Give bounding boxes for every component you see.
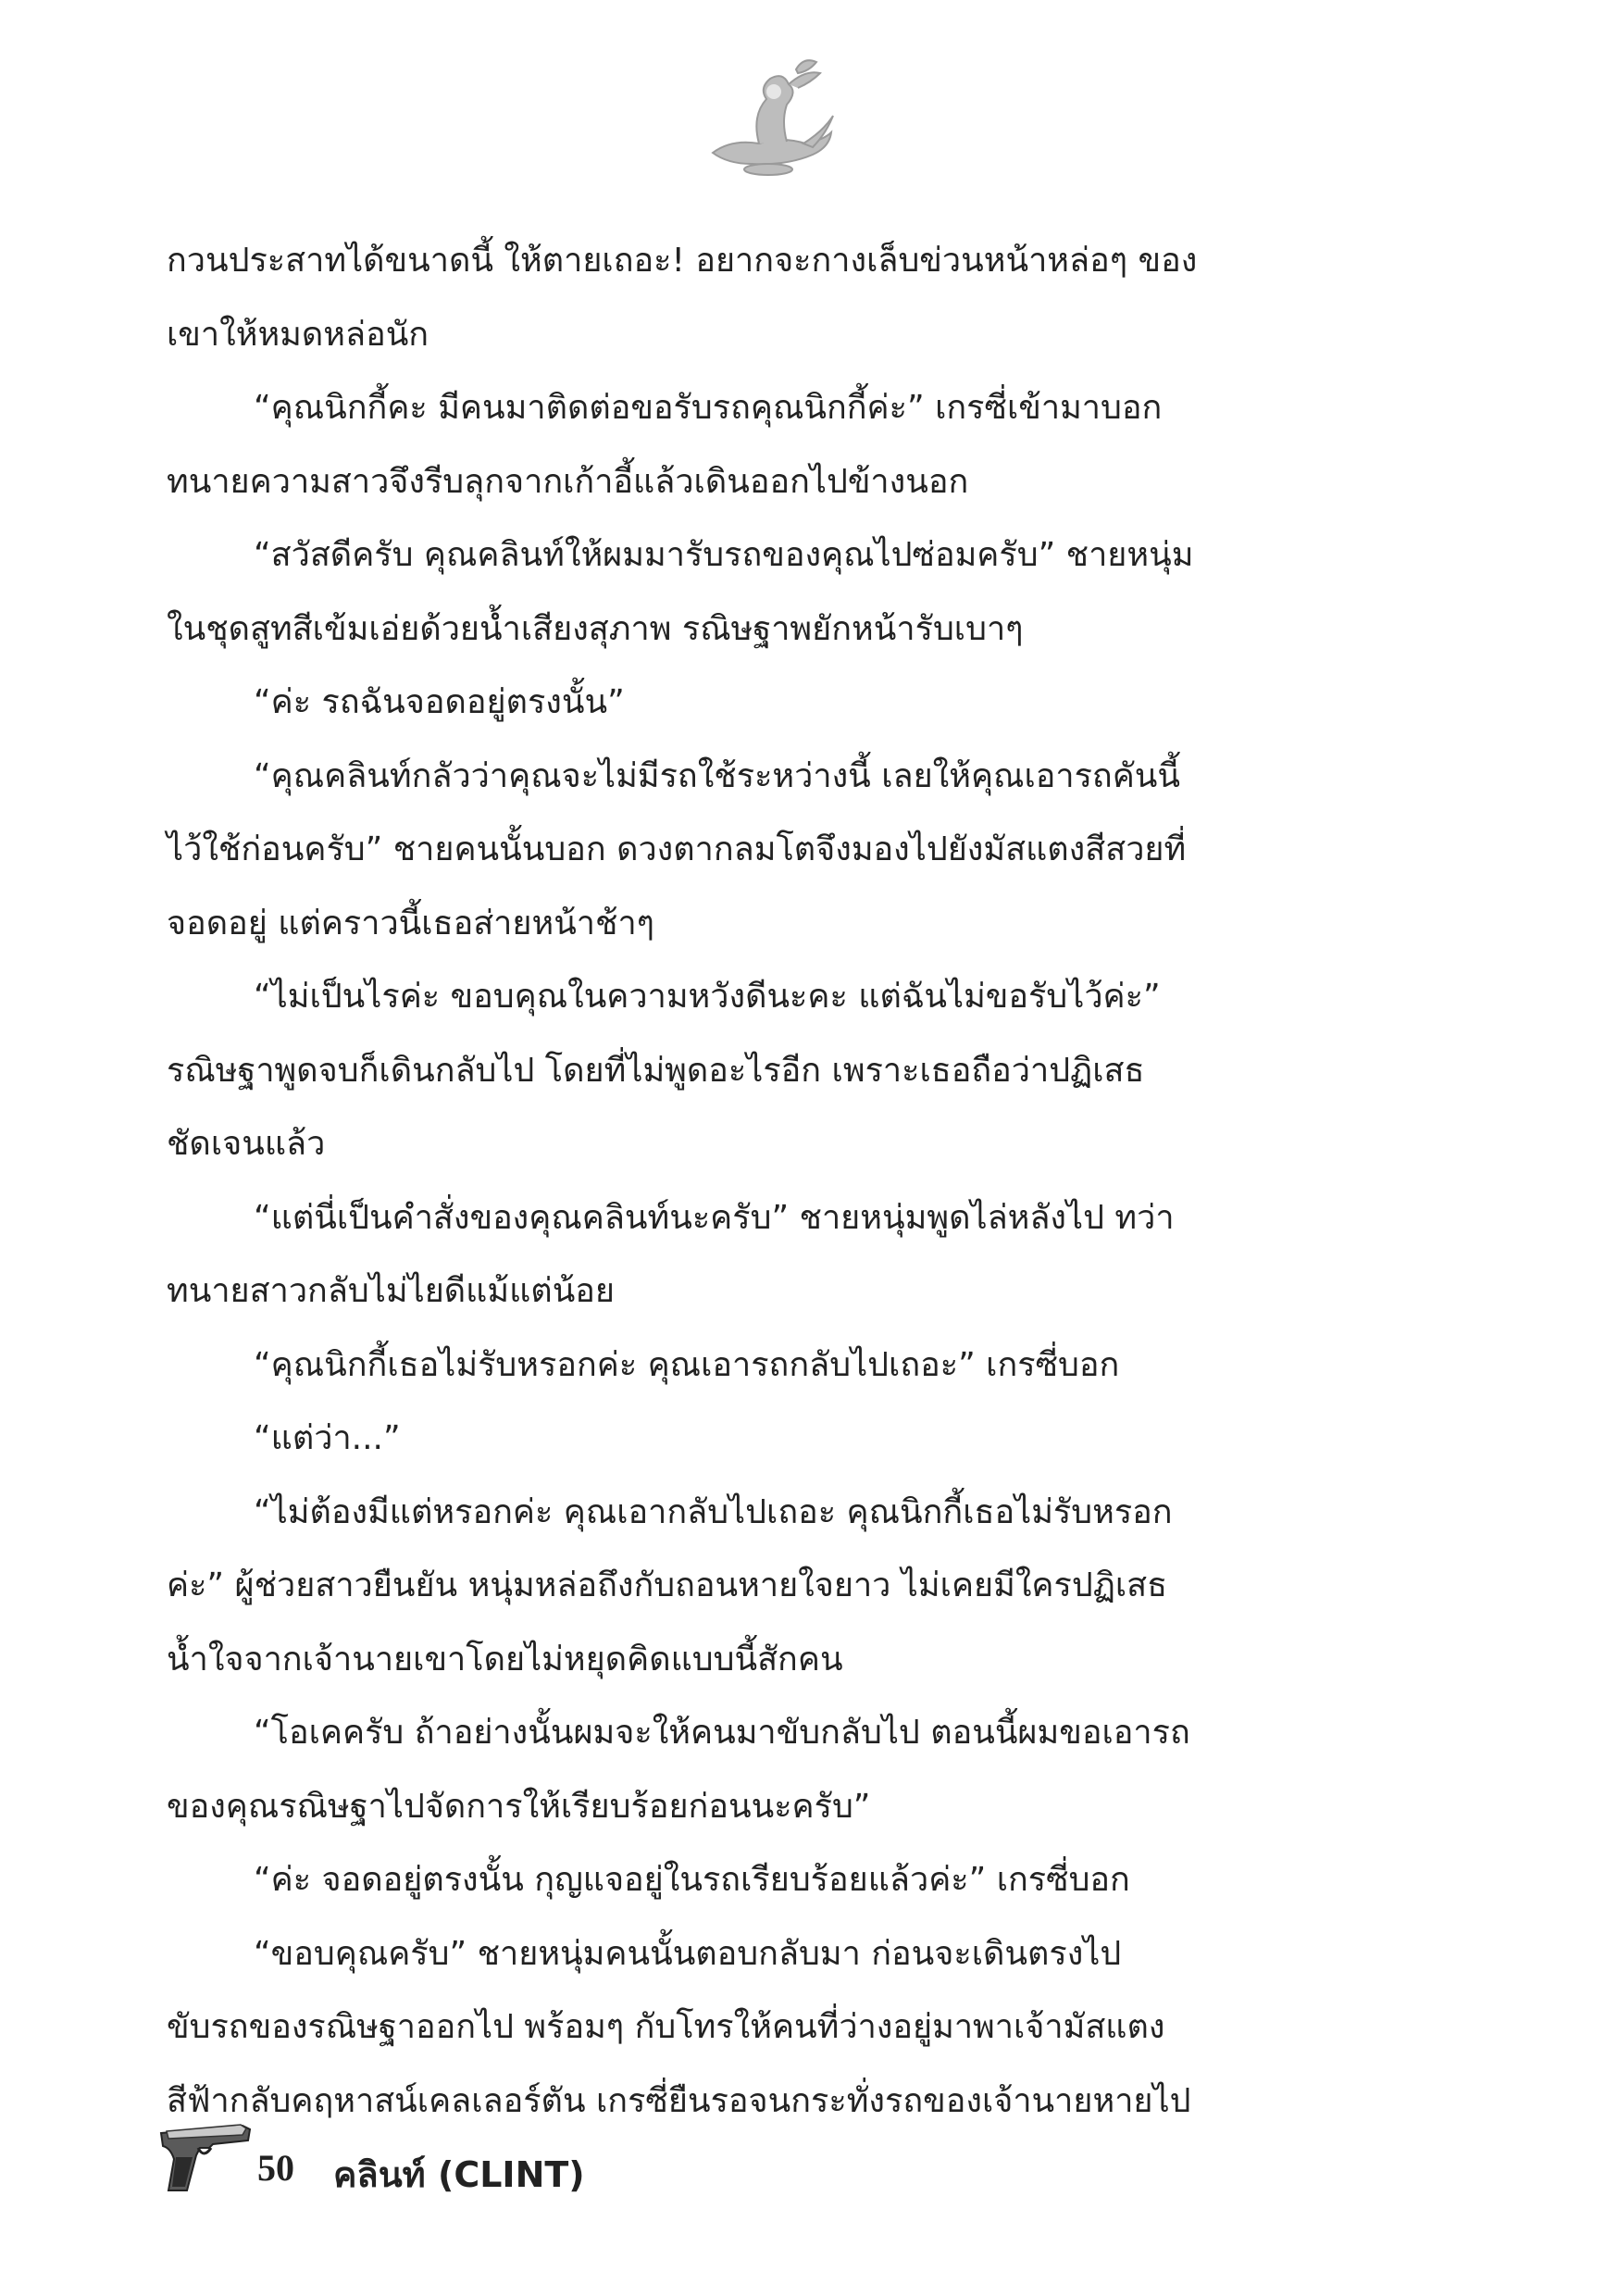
text-line: กวนประสาทได้ขนาดนี้ ให้ตายเถอะ! อยากจะกางเล็บข่วนหน้าหล่อๆ ของ <box>167 242 1198 280</box>
text-line: รณิษฐาพูดจบก็เดินกลับไป โดยที่ไม่พูดอะไรอีก เพราะเธอถือว่าปฏิเสธ <box>167 1051 1145 1090</box>
text-line: ชัดเจนแล้ว <box>167 1125 326 1163</box>
running-title: คลินท์ (CLINT) <box>333 2154 585 2195</box>
text-line: ขับรถของรณิษฐาออกไป พร้อมๆ กับโทรให้คนที่ว่างอยู่มาพาเจ้ามัสแตง <box>167 2008 1165 2046</box>
text-line: สีฟ้ากลับคฤหาสน์เคลเลอร์ตัน เกรซี่ยืนรอจนกระทั่งรถของเจ้านายหายไป <box>167 2081 1191 2120</box>
text-line: “ไม่ต้องมีแต่หรอกค่ะ คุณเอากลับไปเถอะ คุณนิกกี้เธอไม่รับหรอก <box>254 1492 1173 1531</box>
text-line: ไว้ใช้ก่อนครับ” ชายคนนั้นบอก ดวงตากลมโตจึงมองไปยังมัสแตงสีสวยที่ <box>167 830 1187 868</box>
text-line: “โอเคครับ ถ้าอย่างนั้นผมจะให้คนมาขับกลับไป ตอนนี้ผมขอเอารถ <box>254 1714 1190 1752</box>
text-line: “ขอบคุณครับ” ชายหนุ่มคนนั้นตอบกลับมา ก่อนจะเดินตรงไป <box>254 1934 1122 1973</box>
text-line: “สวัสดีครับ คุณคลินท์ให้ผมมารับรถของคุณไปซ่อมครับ” ชายหนุ่ม <box>254 536 1194 574</box>
text-line: “ไม่เป็นไรค่ะ ขอบคุณในความหวังดีนะคะ แต่ฉันไม่ขอรับไว้ค่ะ” <box>254 978 1161 1016</box>
text-line: “แต่ว่า...” <box>254 1419 401 1457</box>
text-line: ทนายสาวกลับไม่ไยดีแม้แต่น้อย <box>167 1272 616 1310</box>
text-line: “คุณนิกกี้คะ มีคนมาติดต่อขอรับรถคุณนิกกี้ค่ะ” เกรซี่เข้ามาบอก <box>254 389 1163 427</box>
text-line: ในชุดสูทสีเข้มเอ่ยด้วยน้ำเสียงสุภาพ รณิษฐาพยักหน้ารับเบาๆ <box>167 609 1024 648</box>
genie-lamp-ornament-icon <box>694 51 842 181</box>
text-line: “แต่นี่เป็นคำสั่งของคุณคลินท์นะครับ” ชายหนุ่มพูดไล่หลังไป ทว่า <box>254 1198 1175 1237</box>
text-line: “คุณคลินท์กลัวว่าคุณจะไม่มีรถใช้ระหว่างนี้ เลยให้คุณเอารถคันนี้ <box>254 756 1181 795</box>
text-line: จอดอยู่ แต่คราวนี้เธอส่ายหน้าช้าๆ <box>167 904 655 942</box>
pistol-icon <box>157 2120 259 2194</box>
text-line: น้ำใจจากเจ้านายเขาโดยไม่หยุดคิดแบบนี้สักคน <box>167 1640 843 1678</box>
text-line: “ค่ะ รถฉันจอดอยู่ตรงนั้น” <box>254 683 625 721</box>
chapter-body-text <box>167 224 1370 2138</box>
text-line: เขาให้หมดหล่อนัก <box>167 315 429 354</box>
text-line: ค่ะ” ผู้ช่วยสาวยืนยัน หนุ่มหล่อถึงกับถอนหายใจยาว ไม่เคยมีใครปฏิเสธ <box>167 1566 1168 1604</box>
text-line: ทนายความสาวจึงรีบลุกจากเก้าอี้แล้วเดินออกไปข้างนอก <box>167 462 969 501</box>
text-line: ของคุณรณิษฐาไปจัดการให้เรียบร้อยก่อนนะครับ” <box>167 1787 871 1826</box>
text-line: “คุณนิกกี้เธอไม่รับหรอกค่ะ คุณเอารถกลับไปเถอะ” เกรซี่บอก <box>254 1345 1120 1384</box>
page-footer <box>157 2120 805 2194</box>
page-number: 50 <box>257 2147 294 2189</box>
text-line: “ค่ะ จอดอยู่ตรงนั้น กุญแจอยู่ในรถเรียบร้อยแล้วค่ะ” เกรซี่บอก <box>254 1861 1130 1899</box>
